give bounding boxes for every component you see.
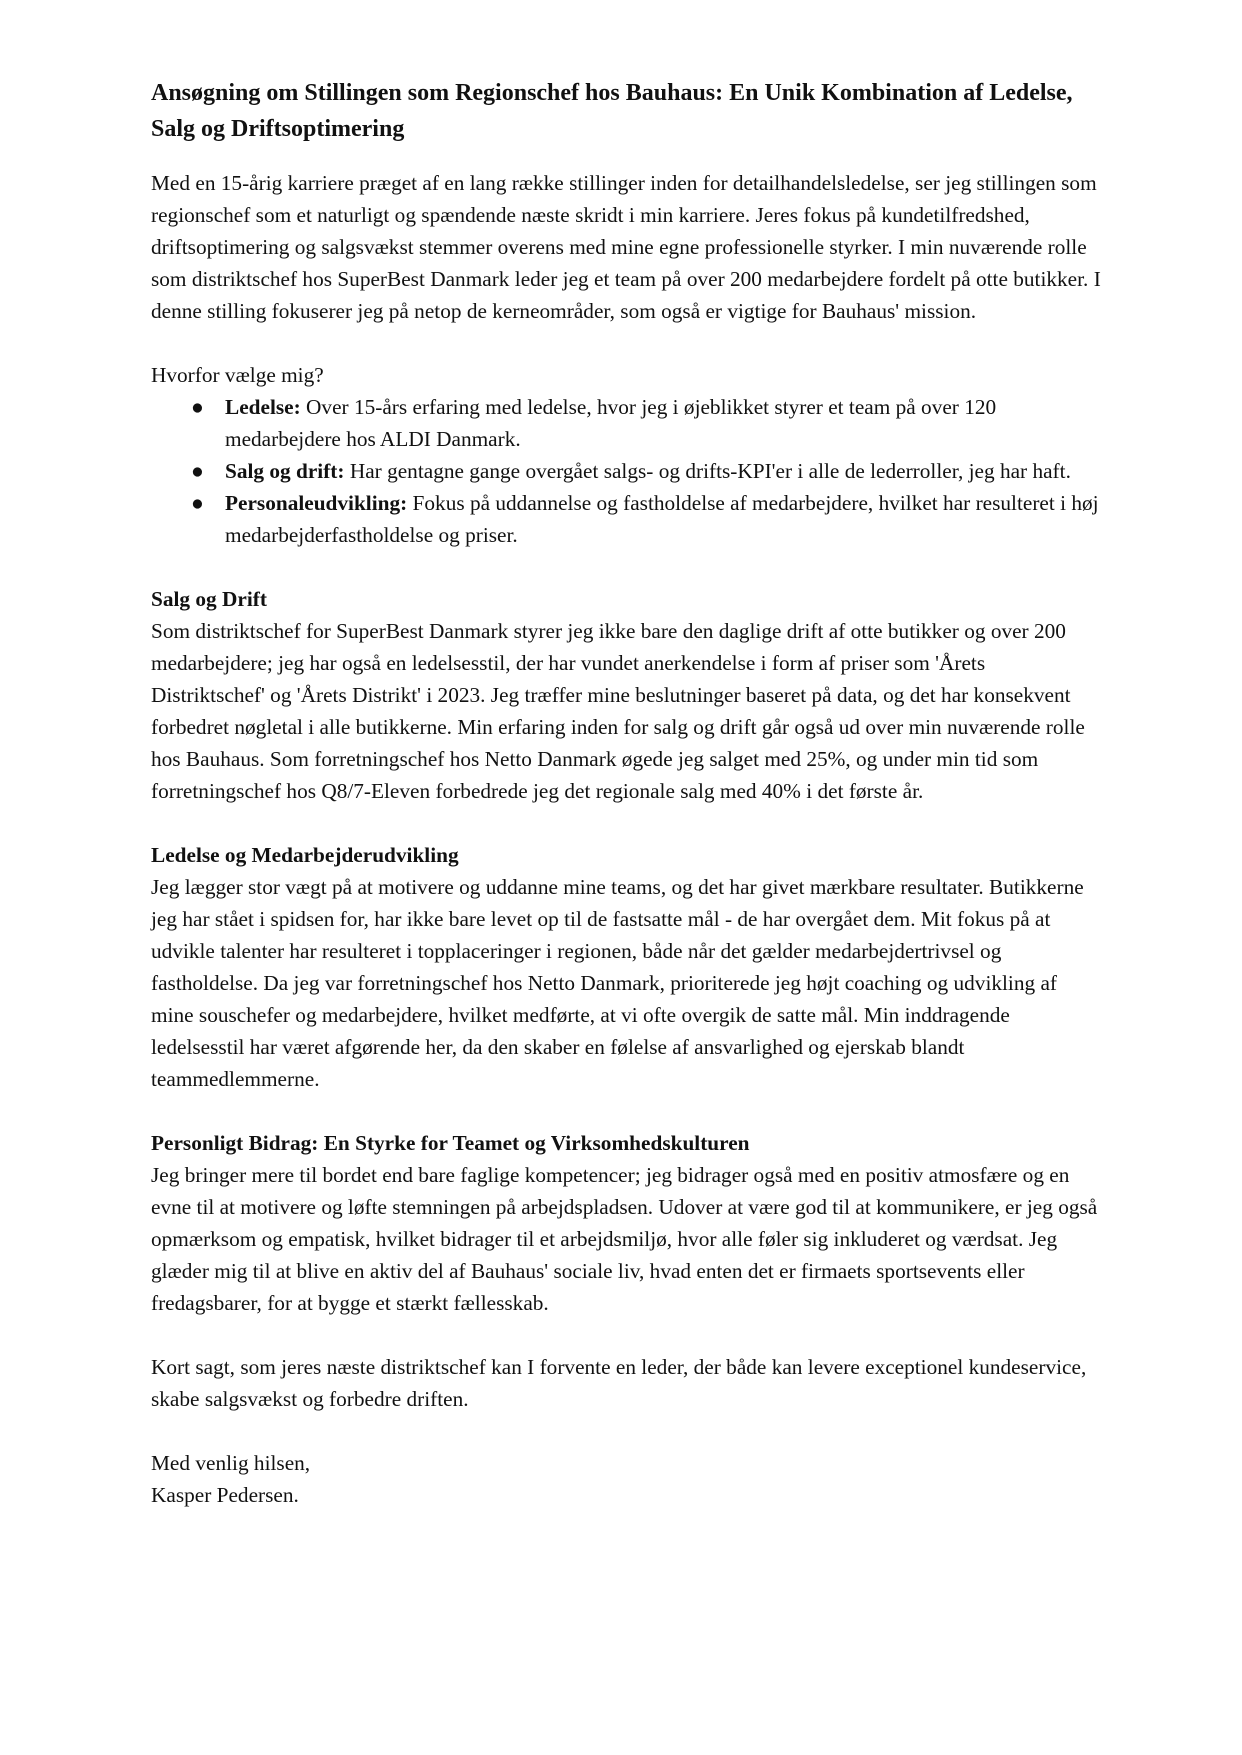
section-body: Jeg lægger stor vægt på at motivere og uddanne mine teams, og det har givet mærkbare resultater. Butikkerne jeg har stået i spidsen for, har ikke bare levet op til de fastsatte mål - de har overgået dem. Mit fokus på at udvikle talenter har resulteret i topplaceringer i regionen, både når det gælder medarbejdertrivsel og fastholdelse. Da jeg var forretningschef hos Netto Danmark, prioriterede jeg højt coaching og udvikling af mine souschefer og medarbejdere, hvilket medførte, at vi ofte overgik de satte mål. Min inddragende ledelsesstil har været afgørende her, da den skaber en følelse af ansvarlighed og ejerskab blandt teammedlemmerne. — [151, 875, 1084, 1091]
bullet-icon: ● — [191, 395, 204, 419]
signature-name: Kasper Pedersen. — [151, 1483, 299, 1507]
section-ledelse — [151, 839, 1101, 1095]
section-heading: Personligt Bidrag: En Styrke for Teamet og Virksomhedskulturen — [151, 1131, 750, 1155]
list-item — [151, 455, 1101, 487]
section-body: Som distriktschef for SuperBest Danmark styrer jeg ikke bare den daglige drift af otte butikker og over 200 medarbejdere; jeg har også en ledelsesstil, der har vundet anerkendelse i form af priser som 'Årets Distriktschef' og 'Årets Distrikt' i 2023. Jeg træffer mine beslutninger baseret på data, og det har konsekvent forbedret nøgletal i alle butikkerne. Min erfaring inden for salg og drift går også ud over min nuværende rolle hos Bauhaus. Som forretningschef hos Netto Danmark øgede jeg salget med 25%, og under min tid som forretningschef hos Q8/7-Eleven forbedrede jeg det regionale salg med 40% i det første år. — [151, 619, 1085, 803]
section-salg-og-drift — [151, 583, 1101, 807]
section-heading: Ledelse og Medarbejderudvikling — [151, 843, 459, 867]
why-list — [151, 391, 1101, 551]
list-item — [151, 391, 1101, 455]
bullet-icon: ● — [191, 491, 204, 515]
bullet-label: Personaleudvikling: — [225, 491, 408, 515]
bullet-text: Har gentagne gange overgået salgs- og drifts-KPI'er i alle de lederroller, jeg har haft. — [344, 459, 1071, 483]
list-item — [151, 487, 1101, 551]
section-body: Jeg bringer mere til bordet end bare faglige kompetencer; jeg bidrager også med en positiv atmosfære og en evne til at motivere og løfte stemningen på arbejdspladsen. Udover at være god til at kommunikere, er jeg også opmærksom og empatisk, hvilket bidrager til et arbejdsmiljø, hvor alle føler sig inkluderet og værdsat. Jeg glæder mig til at blive en aktiv del af Bauhaus' sociale liv, hvad enten det er firmaets sportsevents eller fredagsbarer, for at bygge et stærkt fællesskab. — [151, 1163, 1098, 1315]
document-page — [151, 75, 1101, 1511]
section-personligt-bidrag — [151, 1127, 1101, 1319]
bullet-label: Salg og drift: — [225, 459, 345, 483]
bullet-text: Fokus på uddannelse og fastholdelse af medarbejdere, hvilket har resulteret i høj medarbejderfastholdelse og priser. — [225, 491, 1099, 547]
why-question: Hvorfor vælge mig? — [151, 363, 324, 387]
intro-paragraph: Med en 15-årig karriere præget af en lang række stillinger inden for detailhandelsledelse, ser jeg stillingen som regionschef som et naturligt og spændende næste skridt i min karriere. Jeres fokus på kundetilfredshed, driftsoptimering og salgsvækst stemmer overens med mine egne professionelle styrker. I min nuværende rolle som distriktschef hos SuperBest Danmark leder jeg et team på over 200 medarbejdere fordelt på otte butikker. I denne stilling fokuserer jeg på netop de kerneområder, som også er vigtige for Bauhaus' mission. — [151, 171, 1101, 323]
bullet-label: Ledelse: — [225, 395, 301, 419]
bullet-text: Over 15-års erfaring med ledelse, hvor jeg i øjeblikket styrer et team på over 120 medarbejdere hos ALDI Danmark. — [225, 395, 997, 451]
bullet-icon: ● — [191, 459, 204, 483]
closing-greeting: Med venlig hilsen, — [151, 1451, 311, 1475]
section-heading: Salg og Drift — [151, 587, 267, 611]
summary-paragraph: Kort sagt, som jeres næste distriktschef kan I forvente en leder, der både kan levere exceptionel kundeservice, skabe salgsvækst og forbedre driften. — [151, 1355, 1087, 1411]
document-title: Ansøgning om Stillingen som Regionschef hos Bauhaus: En Unik Kombination af Ledelse, Salg og Driftsoptimering — [151, 80, 1073, 142]
